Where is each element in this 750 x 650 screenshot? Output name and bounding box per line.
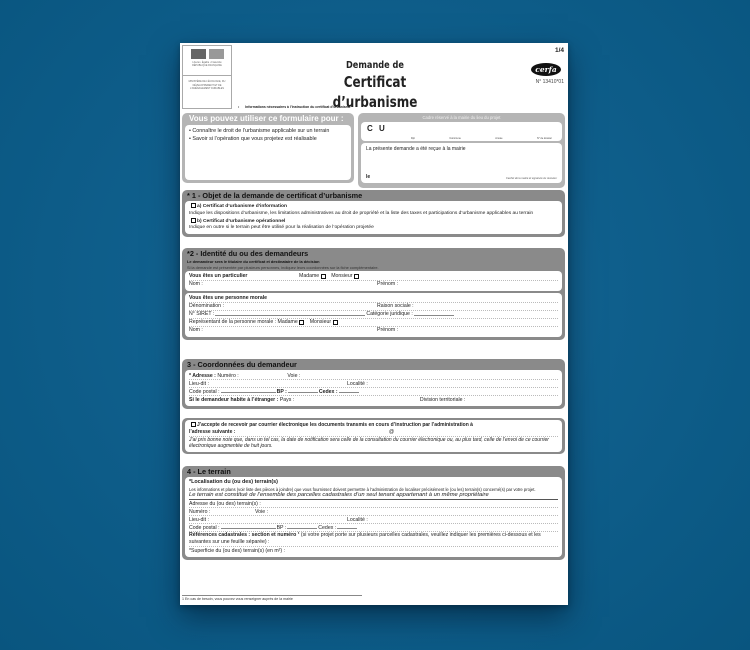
rep-madame-checkbox[interactable]: [299, 320, 304, 325]
intro-title: Vous pouvez utiliser ce formulaire pour :: [189, 114, 344, 123]
terrain-numero-field[interactable]: Numéro :: [189, 508, 211, 515]
form-subtitle: • Informations nécessaires à l’instruction du certificat d’urbanisme: [238, 105, 351, 109]
cu-label: Commune: [449, 137, 461, 141]
monsieur-label: Monsieur: [331, 272, 353, 279]
madame-checkbox[interactable]: [321, 274, 326, 279]
siret-boxes[interactable]: [215, 313, 365, 316]
section-2-sub2: Si la demande est présentée par plusieurs personnes, indiquez leurs coordonnées sur la fiche complémentaire.: [187, 264, 379, 270]
rep-nom-field[interactable]: Nom :: [189, 327, 203, 334]
cu-label: Dpt: [411, 137, 415, 141]
section-2-sub1: Le demandeur sera le titulaire du certificat et destinataire de la décision: [187, 259, 320, 265]
voie-field[interactable]: Voie :: [287, 372, 301, 379]
bp-field[interactable]: BP :: [276, 388, 287, 395]
footnote-divider: [182, 595, 362, 596]
terrain-bp-field[interactable]: BP :: [276, 524, 287, 531]
ministry-logo: [182, 45, 232, 109]
marianne-icon: [186, 49, 228, 59]
rep-prenom-field[interactable]: Prénom :: [377, 327, 399, 334]
ministry-text: MINISTÈRE DE L’ÉCOLOGIE, DU DÉVELOPPEMENT ET DE L’AMÉNAGEMENT DURABLES: [188, 80, 226, 91]
option-a-desc: Indique les dispositions d’urbanisme, les limitations administratives au droit de propriété et la liste des taxes et participations d’urbanisme applicables au terrain: [189, 210, 534, 216]
received-text: La présente demande a été reçue à la mairie: [366, 146, 466, 153]
option-a-checkbox[interactable]: [191, 203, 196, 208]
raison-sociale-field[interactable]: Raison sociale :: [377, 302, 414, 309]
intro-item: • Connaître le droit de l’urbanisme applicable sur un terrain: [189, 128, 347, 135]
categorie-label: Catégorie juridique :: [366, 310, 413, 317]
localisation-label: *Localisation du (ou des) terrain(s): [189, 479, 278, 486]
particulier-label: Vous êtes un particulier: [189, 272, 248, 279]
section-4-title: 4 - Le terrain: [187, 467, 231, 476]
date-label: le: [366, 173, 371, 180]
code-postal-field[interactable]: Code postal :: [189, 388, 220, 395]
rep-monsieur-checkbox[interactable]: [333, 320, 338, 325]
siret-field[interactable]: N° SIRET :: [189, 310, 215, 317]
email-note: J’ai pris bonne note que, dans un tel cas, la date de notification sera celle de la consultation du courrier électronique ou, au plus tard, celle de l’envoi de ce courrier électronique augmentée de huit jours.: [189, 436, 549, 449]
cedex-field[interactable]: Cedex :: [318, 388, 338, 395]
cerfa-form-page: [180, 43, 568, 605]
terrain-voie-field[interactable]: Voie :: [255, 508, 268, 515]
option-b-label: b) Certificat d’urbanisme opérationnel: [197, 218, 286, 224]
terrain-constitue-note: Le terrain est constitué de l’ensemble des parcelles cadastrales d’un seul tenant appartenant à un même propriétaire: [189, 492, 558, 501]
section-2: [182, 248, 565, 340]
categorie-boxes[interactable]: [414, 313, 454, 316]
madame-label: Madame: [277, 318, 298, 325]
option-a-label: a) Certificat d’urbanisme d’information: [197, 204, 287, 210]
pays-field[interactable]: Pays :: [279, 397, 295, 404]
title-line2: Certificat d’urbanisme: [332, 73, 418, 111]
morale-label: Vous êtes une personne morale: [189, 294, 268, 301]
adresse-label: * Adresse :: [189, 372, 216, 379]
cachet-text: Cachet de la mairie et signature du receveur: [505, 177, 557, 181]
intro-item: • Savoir si l’opération que vous projetez est réalisable: [189, 136, 347, 143]
monsieur-label: Monsieur: [309, 318, 332, 325]
superficie-field[interactable]: *Superficie du (ou des) terrain(s) (en m²) :: [189, 547, 286, 554]
section-4: [182, 466, 565, 560]
section-1: [182, 190, 565, 237]
cu-letters: C U: [367, 124, 387, 134]
monsieur-checkbox[interactable]: [354, 274, 359, 279]
numero-field[interactable]: Numéro :: [217, 372, 239, 379]
cu-label: N° de dossier: [536, 137, 552, 141]
section-3: [182, 359, 565, 409]
terrain-localite-field[interactable]: Localité :: [347, 516, 368, 523]
lieu-dit-field[interactable]: Lieu-dit :: [189, 380, 209, 387]
madame-label: Madame: [299, 272, 320, 279]
references-field[interactable]: (si votre projet porte sur plusieurs parcelles cadastrales, veuillez indiquer les premières ci-dessous et les suivantes sur une feuille séparée) :: [189, 532, 541, 546]
cerfa-number: N° 13410*01: [535, 79, 564, 85]
terrain-lieu-dit-field[interactable]: Lieu-dit :: [189, 516, 209, 523]
division-field[interactable]: Division territoriale :: [419, 397, 466, 404]
mairie-reserved-box: [358, 113, 565, 188]
representant-label: Représentant de la personne morale :: [189, 318, 277, 325]
localite-field[interactable]: Localité :: [347, 380, 368, 387]
mairie-box-title: Cadre réservé à la mairie du lieu du projet: [422, 115, 501, 120]
terrain-cedex-field[interactable]: Cedex :: [318, 524, 337, 531]
localisation-info: Les informations et plans (voir liste des pièces à joindre) que vous fournissez doivent permettre à l’administration de localiser précisément le (ou les) terrain(s) concerné(s) par votre projet.: [189, 486, 536, 492]
footnote: 1 En cas de besoin, vous pouvez vous renseigner auprès de la mairie: [182, 597, 293, 601]
email-field[interactable]: l’adresse suivante :: [189, 428, 236, 435]
at-sign: @: [389, 428, 395, 435]
email-accept-label: J’accepte de recevoir par courrier électronique les documents transmis en cours d’instruction par l’administration à: [197, 422, 473, 428]
section-1-title: * 1 - Objet de la demande de certificat d’urbanisme: [187, 191, 363, 200]
nom-field[interactable]: Nom :: [189, 281, 203, 288]
intro-box: [182, 113, 354, 183]
republic-text: Liberté • Égalité • Fraternité RÉPUBLIQUE FRANÇAISE: [192, 61, 222, 68]
email-accept-checkbox[interactable]: [191, 422, 196, 427]
title-line1: Demande de: [345, 60, 404, 71]
page-number: 1/4: [554, 47, 564, 54]
references-label: Références cadastrales : section et numéro ¹: [189, 532, 300, 539]
option-b-checkbox[interactable]: [191, 218, 196, 223]
denomination-field[interactable]: Dénomination :: [189, 302, 224, 309]
cu-label: Année: [495, 137, 503, 141]
cerfa-logo-icon: cerfa: [531, 63, 561, 76]
terrain-code-postal-field[interactable]: Code postal :: [189, 524, 220, 531]
section-3-title: 3 - Coordonnées du demandeur: [187, 360, 297, 369]
email-section: [182, 418, 565, 454]
etranger-label: Si le demandeur habite à l’étranger :: [189, 397, 279, 404]
adresse-terrain-label: Adresse du (ou des) terrain(s) :: [189, 500, 261, 507]
cu-reference-field[interactable]: [361, 122, 562, 141]
section-2-title: *2 - Identité du ou des demandeurs: [187, 249, 309, 258]
option-b-desc: Indique en outre si le terrain peut être utilisé pour la réalisation de l’opération projetée: [189, 225, 374, 231]
prenom-field[interactable]: Prénom :: [377, 281, 399, 288]
reception-field[interactable]: [361, 143, 562, 183]
